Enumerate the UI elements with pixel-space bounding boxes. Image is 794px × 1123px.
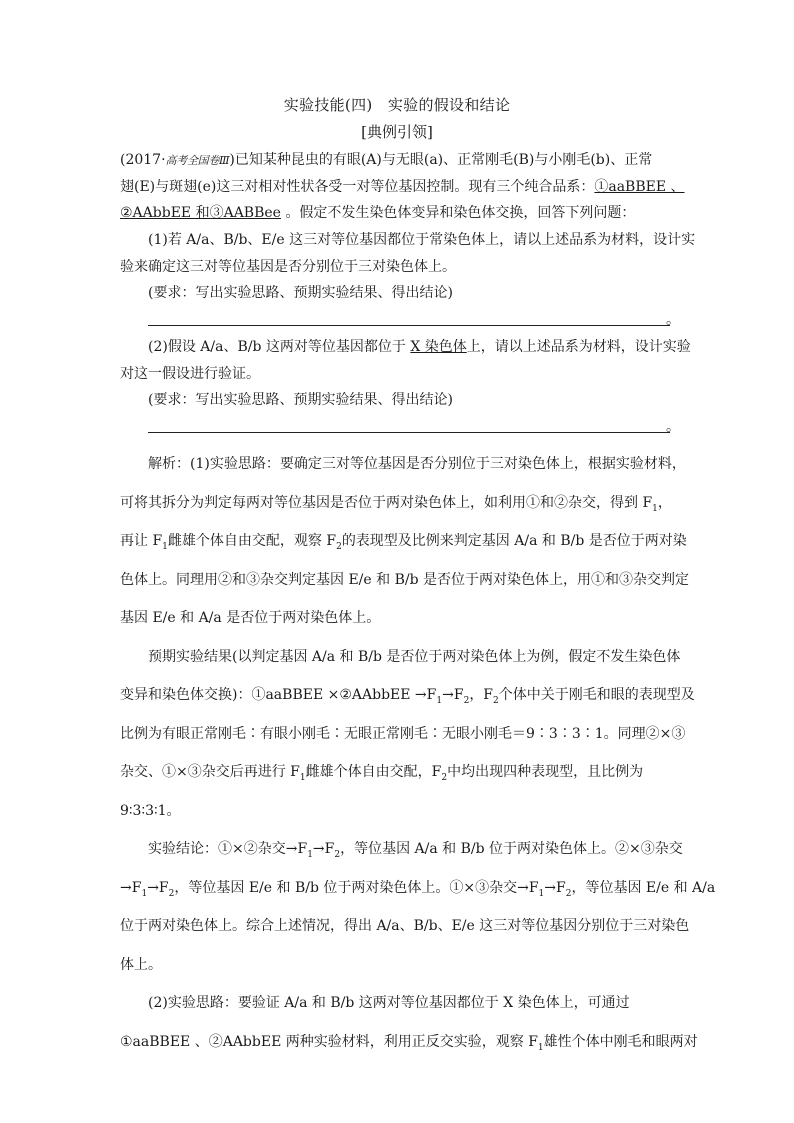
question-1-line-1: (1)若 A/a、B/b、E/e 这三对等位基因都位于常染色体上，请以上述品系为材料，设计实 xyxy=(148,232,696,249)
analysis-p4-line-2: ①aaBBEE 、②AAbbEE 两种实验材料，利用正反交实验，观察 $F_1$雄性个体中刚毛和眼两对 xyxy=(120,1033,698,1053)
question-2-line-2: 对这一假设进行验证。 xyxy=(120,365,260,382)
analysis-p3-line-1: 实验结论：①×②杂交$\to F_1\to F_2$，等位基因 A/a 和 B/b 位于两对染色体上。②×③杂交 xyxy=(148,841,683,860)
answer-rule xyxy=(148,432,670,433)
analysis-p2-line-3: 比例为有眼正常刚毛∶有眼小刚毛∶无眼正常刚毛∶无眼小刚毛＝9∶3∶3∶1。同理②×③ xyxy=(120,725,686,742)
analysis-p2-line-2: 变异和染色体交换)：①aaBBEE ×②AAbbEE $\to F_1\to F_2$，$F_2$个体中关于刚毛和眼的表现型及 xyxy=(120,687,695,706)
question-intro-line-1: (2017·高考全国卷Ⅲ)已知某种昆虫的有眼(A)与无眼(a)、正常刚毛(B)与小刚毛(b)、正常 xyxy=(120,152,653,168)
question-1-requirement: (要求：写出实验思路、预期实验结果、得出结论) xyxy=(148,285,453,302)
analysis-p3-line-2: $\to F_1\to F_2$，等位基因 E/e 和 B/b 位于两对染色体上。①×③杂交$\to F_1\to F_2$，等位基因 E/e 和 A/a xyxy=(120,879,716,899)
answer-blank-2[interactable]: 。 xyxy=(120,414,680,441)
analysis-p3-line-3: 位于两对染色体上。综合上述情况，得出 A/a、B/b、E/e 这三对等位基因分别位于三对染色 xyxy=(120,918,690,934)
analysis-block xyxy=(120,445,716,1061)
question-2-requirement: (要求：写出实验思路、预期实验结果、得出结论) xyxy=(148,392,453,409)
exam-source-tag: 高考全国卷Ⅲ xyxy=(165,154,230,167)
analysis-p1-line-1: 解析：(1)实验思路：要确定三对等位基因是否分别位于三对染色体上，根据实验材料， xyxy=(148,456,686,472)
question-block xyxy=(120,147,696,441)
analysis-p4-line-1: (2)实验思路：要验证 A/a 和 B/b 这两对等位基因都位于 X 染色体上，可通过 xyxy=(148,995,630,1011)
section-subtitle: [典例引领] xyxy=(361,123,433,141)
analysis-p1-line-2: 可将其拆分为判定每两对等位基因是否位于两对染色体上，如利用①和②杂交，得到 $F_1$， xyxy=(120,494,672,514)
question-intro-line-3: ②AAbbEE 和③AABBee 。假定不发生染色体变异和染色体交换，回答下列问题： xyxy=(120,205,636,222)
analysis-p1-line-3: 再让 $F_1$雌雄个体自由交配，观察 $F_2$的表现型及比例来判定基因 A/a 和 B/b 是否位于两对染 xyxy=(120,533,687,552)
analysis-p2-line-1: 预期实验结果(以判定基因 A/a 和 B/b 是否位于两对染色体上为例，假定不发生染色体 xyxy=(148,648,681,665)
question-intro-line-2: 翅(E)与斑翅(e)这三对相对性状各受一对等位基因控制。现有三个纯合品系：①aaBBEE 、 xyxy=(120,178,685,195)
page-title: 实验技能(四) 实验的假设和结论 xyxy=(283,96,511,114)
analysis-p1-line-5: 基因 E/e 和 A/a 是否位于两对染色体上。 xyxy=(120,610,381,626)
analysis-p1-line-4: 色体上。同理用②和③杂交判定基因 E/e 和 B/b 是否位于两对染色体上，用①和③杂交判定 xyxy=(120,571,689,588)
analysis-p2-line-4: 杂交、①×③杂交后再进行 $F_1$雌雄个体自由交配，$F_2$中均出现四种表现型，且比例为 xyxy=(120,764,644,783)
question-1-line-2: 验来确定这三对等位基因是否分别位于三对染色体上。 xyxy=(120,258,456,275)
answer-rule xyxy=(148,325,670,326)
analysis-p3-line-4: 体上。 xyxy=(120,956,162,973)
analysis-p2-line-5: 9∶3∶3∶1。 xyxy=(120,802,181,819)
answer-blank-1[interactable]: 。 xyxy=(120,307,680,334)
question-2-line-1: (2)假设 A/a、B/b 这两对等位基因都位于 X 染色体上，请以上述品系为材料，设计实验 xyxy=(148,338,691,355)
